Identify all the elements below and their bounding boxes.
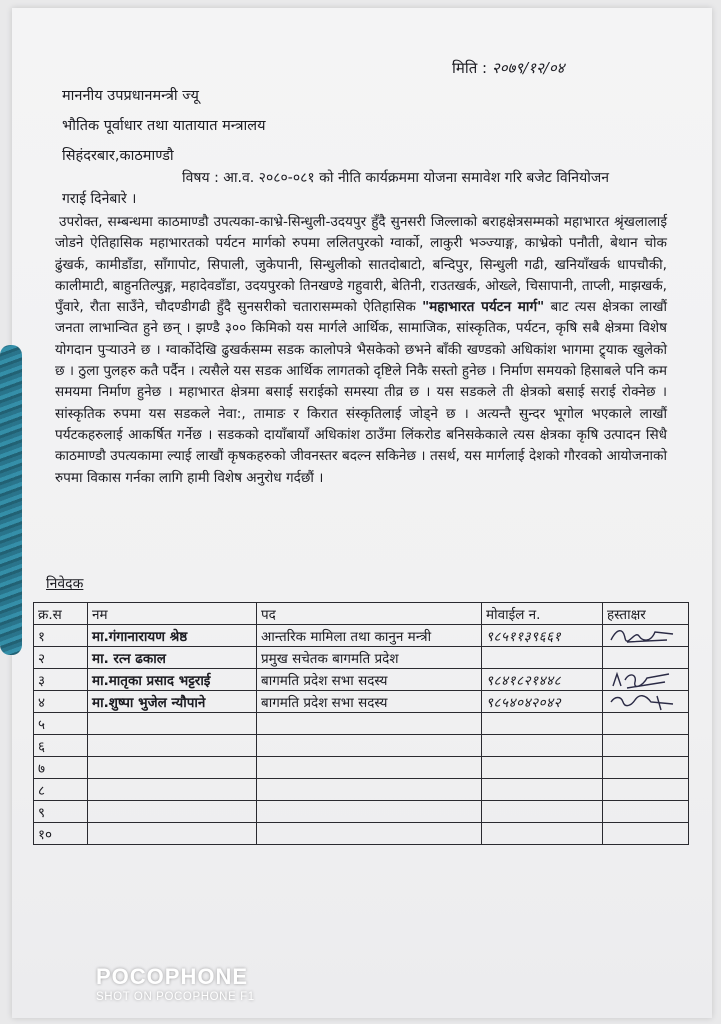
- table-row: [34, 691, 689, 713]
- table-row: [34, 647, 689, 669]
- signature-mark: [607, 670, 677, 690]
- header-name: नम: [88, 603, 257, 625]
- row-serial: ९: [34, 801, 88, 823]
- row-post: [257, 713, 482, 735]
- row-mobile: ९८५११३९६६१: [482, 625, 603, 647]
- header-serial: क्र.स: [34, 603, 88, 625]
- header-mobile: मोवाईल न.: [482, 603, 603, 625]
- row-name: मा.मातृका प्रसाद भट्टराई: [88, 669, 257, 691]
- signature-mark: [607, 692, 677, 712]
- row-post: [257, 757, 482, 779]
- row-signature: [603, 823, 689, 845]
- row-name: [88, 801, 257, 823]
- row-serial: ४: [34, 691, 88, 713]
- recipient-ministry: भौतिक पूर्वाधार तथा यातायात मन्त्रालय: [62, 118, 266, 134]
- letter-date: [452, 58, 564, 78]
- table-row: [34, 735, 689, 757]
- row-name: मा.शुष्पा भुजेल न्यौपाने: [88, 691, 257, 713]
- table-row: [34, 823, 689, 845]
- row-signature: [603, 713, 689, 735]
- table-row: [34, 625, 689, 647]
- letter-subject: विषय : आ.व. २०८०-०८१ को नीति कार्यक्रममा योजना समावेश गरि बजेट विनियोजन गराई दिनेबारे ।: [62, 170, 609, 207]
- row-serial: १: [34, 625, 88, 647]
- row-mobile: ९८५४०४२०४२: [482, 691, 603, 713]
- row-serial: १०: [34, 823, 88, 845]
- signature-mark: [607, 626, 677, 646]
- camera-watermark: [96, 964, 255, 1003]
- date-value: २०७९/१२/०४: [491, 59, 565, 77]
- body-text-part1: उपरोक्त, सम्बन्धमा काठमाण्डौ उपत्यका-काभ्रे-सिन्धुली-उदयपुर हुँदै सुनसरी जिल्लाको बराहक्षेत्रसम्मको महाभारत श्रृंखलालाई जोडने ऐतिहासिक महाभारतको पर्यटन मार्गको रुपमा ललितपुरको ग्वार्को, लाकुरी भञ्ज्याङ्ग, काभ्रेको पनौती, बेथान चोक ढुंखर्क, कामीडाँडा, साँगापोट, सिपाली, जुकेपानी, सिन्धुलीको सातदोबाटो, बन्दिपुर, सिन्धुली गढी, खनियाँखर्क धापचौकी, कालीमाटी, बाहुनतिल्पुङ्ग, महादेवडाँडा, उदयपुरको तिनखण्डे गहुवारी, बेतिनी, राउतखर्क, ओख्ले, चिसापानी, ताप्ली, माझखर्क, पुँवारे, रौता साउँने, चौदण्डीगढी हुँदै सुनसरीको चतारासम्मको ऐतिहासिक: [55, 214, 667, 316]
- row-mobile: [482, 647, 603, 669]
- row-serial: ८: [34, 779, 88, 801]
- row-signature: [603, 647, 689, 669]
- row-mobile: [482, 823, 603, 845]
- row-post: [257, 779, 482, 801]
- row-post: बागमति प्रदेश सभा सदस्य: [257, 669, 482, 691]
- row-post: आन्तरिक मामिला तथा कानुन मन्त्री: [257, 625, 482, 647]
- row-mobile: [482, 757, 603, 779]
- row-name: मा.गंगानारायण श्रेष्ठ: [88, 625, 257, 647]
- row-name: [88, 823, 257, 845]
- row-signature: [603, 779, 689, 801]
- watermark-tagline: SHOT ON POCOPHONE F1: [96, 991, 255, 1003]
- table-row: [34, 713, 689, 735]
- recipient-title: माननीय उपप्रधानमन्त्री ज्यू: [62, 88, 199, 104]
- row-mobile: [482, 735, 603, 757]
- header-signature: हस्ताक्षर: [603, 603, 689, 625]
- watermark-brand: POCOPHONE: [96, 964, 249, 989]
- petitioners-heading: निवेदक: [46, 576, 84, 592]
- row-name: [88, 713, 257, 735]
- table-row: [34, 669, 689, 691]
- row-post: बागमति प्रदेश सभा सदस्य: [257, 691, 482, 713]
- petitioners-table: [33, 602, 689, 845]
- row-post: [257, 823, 482, 845]
- row-post: प्रमुख सचेतक बागमति प्रदेश: [257, 647, 482, 669]
- row-serial: २: [34, 647, 88, 669]
- table-row: [34, 801, 689, 823]
- row-signature: [603, 801, 689, 823]
- table-header-row: [34, 603, 689, 625]
- row-signature: [603, 669, 689, 691]
- body-text-part2: बाट त्यस क्षेत्रका लाखौं जनता लाभान्वित हुने छन् । झण्डै ३०० किमिको यस मार्गले आर्थिक, सामाजिक, सांस्कृतिक, पर्यटन, कृषि सबै क्षेत्रमा विशेष योगदान पुऱ्याउने छ । ग्वार्कोदेखि ढुखर्कसम्म सडक कालोपत्रे भैसकेको छभने बाँकी खण्डको अधिकांश भागमा ट्र्याक खुलेको छ । ठुला पुलहरु कतै पर्दैन । त्यसैले यस सडक आर्थिक लागतको दृष्टिले निकै सस्तो हुनेछ । निर्माण समयको हिसाबले पनि कम समयमा निर्माण हुनेछ । महाभारत क्षेत्रमा बसाई सराईको समस्या तीव्र छ । यस सडकले ती क्षेत्रको बसाई सराई रोक्नेछ । सांस्कृतिक रुपमा यस सडकले नेवा:, तामाङ र किरात संस्कृतिलाई जोड्ने छ । अत्यन्तै सुन्दर भूगोल भएकाले लाखौं पर्यटकहरुलाई आकर्षित गर्नेछ । सडकको दायाँबायाँ अधिकांश ठाउँमा लिंकरोड बनिसकेकाले त्यस क्षेत्रका कृषि उत्पादन सिधै काठमाण्डौ उपत्यकामा ल्याई लाखौं कृषकहरुको जीवनस्तर बदल्न सकिनेछ । तसर्थ, यस मार्गलाई देशको गौरवको आयोजनाको रुपमा विकास गर्नका लागि हामी विशेष अनुरोध गर्दछौं ।: [55, 299, 668, 486]
- row-post: [257, 735, 482, 757]
- row-serial: ३: [34, 669, 88, 691]
- row-signature: [603, 735, 689, 757]
- table-row: [34, 757, 689, 779]
- row-name: [88, 779, 257, 801]
- row-signature: [603, 757, 689, 779]
- row-name: मा. रत्न ढकाल: [88, 647, 257, 669]
- row-serial: ७: [34, 757, 88, 779]
- row-signature: [603, 691, 689, 713]
- table-row: [34, 779, 689, 801]
- row-serial: ५: [34, 713, 88, 735]
- header-post: पद: [257, 603, 482, 625]
- binding-string: [0, 345, 22, 655]
- row-name: [88, 757, 257, 779]
- row-mobile: [482, 801, 603, 823]
- date-label: मिति :: [452, 59, 488, 77]
- body-highlight: "महाभारत पर्यटन मार्ग": [422, 299, 545, 316]
- row-mobile: [482, 713, 603, 735]
- row-mobile: [482, 779, 603, 801]
- letter-body: [55, 212, 667, 489]
- row-mobile: ९८४१८२१४४८: [482, 669, 603, 691]
- row-post: [257, 801, 482, 823]
- row-signature: [603, 625, 689, 647]
- recipient-location: सिहंदरबार,काठमाण्डौ: [62, 148, 174, 164]
- row-name: [88, 735, 257, 757]
- row-serial: ६: [34, 735, 88, 757]
